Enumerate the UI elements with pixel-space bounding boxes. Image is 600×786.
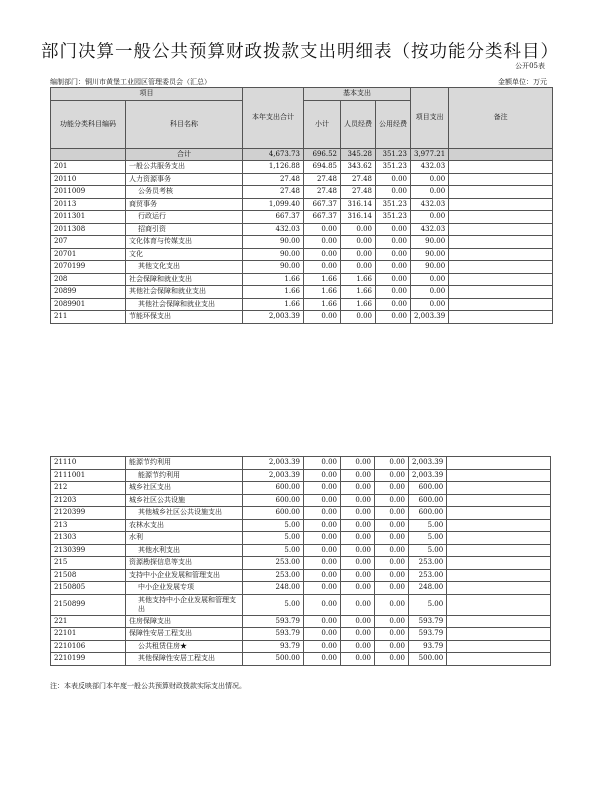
row-personnel: 0.00	[341, 223, 376, 236]
row-total: 27.48	[243, 186, 304, 199]
table-row	[51, 482, 551, 495]
header-code: 功能分类科目编码	[51, 100, 126, 148]
row-personnel: 0.00	[341, 261, 376, 274]
row-personnel: 0.00	[341, 482, 375, 495]
row-personnel: 0.00	[341, 640, 375, 653]
row-subtotal: 1.66	[304, 298, 341, 311]
row-name: 公共租赁住房★	[126, 640, 243, 653]
row-subtotal: 27.48	[304, 173, 341, 186]
row-total: 248.00	[243, 582, 304, 595]
table-row	[51, 211, 553, 224]
row-project: 90.00	[411, 236, 449, 249]
row-code: 20110	[51, 173, 126, 186]
row-personnel: 0.00	[341, 494, 375, 507]
row-code: 2111001	[51, 469, 126, 482]
row-total: 1,126.88	[243, 161, 304, 174]
header-remark: 备注	[449, 88, 553, 149]
row-remark	[447, 532, 551, 545]
header-public: 公用经费	[376, 100, 411, 148]
row-public: 0.00	[375, 519, 409, 532]
row-name: 能源节约利用	[126, 457, 243, 470]
row-subtotal: 0.00	[304, 615, 341, 628]
row-subtotal: 0.00	[304, 457, 341, 470]
row-remark	[447, 469, 551, 482]
row-name: 其他社会保障和就业支出	[126, 286, 243, 299]
expenditure-table-page1	[50, 87, 553, 324]
row-project: 0.00	[411, 286, 449, 299]
row-name: 城乡社区公共设施	[126, 494, 243, 507]
row-total: 600.00	[243, 507, 304, 520]
row-code: 201	[51, 161, 126, 174]
row-personnel: 0.00	[341, 519, 375, 532]
row-remark	[447, 640, 551, 653]
total-code-cell	[51, 148, 126, 161]
header-subtotal: 小计	[304, 100, 341, 148]
row-remark	[447, 519, 551, 532]
row-public: 0.00	[376, 173, 411, 186]
row-total: 90.00	[243, 236, 304, 249]
row-subtotal: 0.00	[304, 569, 341, 582]
table-row	[51, 286, 553, 299]
row-total: 90.00	[243, 248, 304, 261]
header-name: 科目名称	[126, 100, 243, 148]
row-subtotal: 0.00	[304, 469, 341, 482]
row-total: 5.00	[243, 532, 304, 545]
row-project: 5.00	[409, 519, 447, 532]
total-personnel: 345.28	[341, 148, 376, 161]
row-code: 221	[51, 615, 126, 628]
org-line	[50, 77, 550, 87]
row-public: 0.00	[375, 557, 409, 570]
row-personnel: 343.62	[341, 161, 376, 174]
row-subtotal: 694.85	[304, 161, 341, 174]
row-personnel: 1.66	[341, 286, 376, 299]
row-public: 0.00	[375, 615, 409, 628]
row-project: 600.00	[409, 494, 447, 507]
row-project: 248.00	[409, 582, 447, 595]
table-row	[51, 457, 551, 470]
row-remark	[449, 298, 553, 311]
row-name: 节能环保支出	[126, 311, 243, 324]
row-personnel: 27.48	[341, 186, 376, 199]
row-public: 0.00	[376, 223, 411, 236]
row-personnel: 0.00	[341, 653, 375, 666]
row-remark	[447, 615, 551, 628]
row-total: 1.66	[243, 286, 304, 299]
page-title: 部门决算一般公共预算财政拨款支出明细表（按功能分类科目）	[41, 42, 559, 62]
row-remark	[449, 223, 553, 236]
row-remark	[447, 569, 551, 582]
table-row	[51, 557, 551, 570]
row-remark	[447, 594, 551, 615]
row-project: 432.03	[411, 161, 449, 174]
total-label: 合计	[126, 148, 243, 161]
row-public: 0.00	[375, 594, 409, 615]
row-subtotal: 0.00	[304, 261, 341, 274]
row-subtotal: 667.37	[304, 198, 341, 211]
row-name: 社会保障和就业支出	[126, 273, 243, 286]
row-public: 0.00	[376, 261, 411, 274]
row-subtotal: 0.00	[304, 494, 341, 507]
row-personnel: 0.00	[341, 248, 376, 261]
row-personnel: 0.00	[341, 557, 375, 570]
table-row	[51, 640, 551, 653]
row-name: 其他保障性安居工程支出	[126, 653, 243, 666]
row-subtotal: 0.00	[304, 236, 341, 249]
row-remark	[447, 494, 551, 507]
row-name: 其他文化支出	[126, 261, 243, 274]
row-project: 0.00	[411, 211, 449, 224]
row-subtotal: 0.00	[304, 519, 341, 532]
row-project: 2,003.39	[409, 469, 447, 482]
row-project: 600.00	[409, 482, 447, 495]
row-code: 2011009	[51, 186, 126, 199]
row-personnel: 0.00	[341, 594, 375, 615]
header-project: 项目支出	[411, 88, 449, 149]
row-remark	[449, 273, 553, 286]
header-total: 本年支出合计	[243, 88, 304, 149]
row-public: 0.00	[375, 544, 409, 557]
table-row	[51, 569, 551, 582]
table-row	[51, 248, 553, 261]
table-row	[51, 298, 553, 311]
row-public: 0.00	[375, 494, 409, 507]
row-subtotal: 0.00	[304, 557, 341, 570]
row-name: 资源勘探信息等支出	[126, 557, 243, 570]
row-subtotal: 1.66	[304, 273, 341, 286]
row-code: 2089901	[51, 298, 126, 311]
row-subtotal: 0.00	[304, 532, 341, 545]
table-row	[51, 236, 553, 249]
row-project: 253.00	[409, 557, 447, 570]
row-personnel: 1.66	[341, 273, 376, 286]
row-subtotal: 0.00	[304, 640, 341, 653]
row-total: 600.00	[243, 482, 304, 495]
row-public: 351.23	[376, 198, 411, 211]
row-code: 2011301	[51, 211, 126, 224]
row-personnel: 316.14	[341, 198, 376, 211]
table-row	[51, 594, 551, 615]
row-personnel: 27.48	[341, 173, 376, 186]
row-code: 2070199	[51, 261, 126, 274]
row-code: 2210106	[51, 640, 126, 653]
row-subtotal: 0.00	[304, 594, 341, 615]
row-project: 0.00	[411, 298, 449, 311]
row-subtotal: 0.00	[304, 482, 341, 495]
row-personnel: 0.00	[341, 532, 375, 545]
row-total: 1.66	[243, 273, 304, 286]
row-project: 5.00	[409, 532, 447, 545]
row-subtotal: 0.00	[304, 223, 341, 236]
row-personnel: 0.00	[341, 236, 376, 249]
row-personnel: 316.14	[341, 211, 376, 224]
row-project: 0.00	[411, 186, 449, 199]
row-public: 0.00	[375, 640, 409, 653]
table-row	[51, 532, 551, 545]
total-amount: 4,673.73	[243, 148, 304, 161]
row-total: 593.79	[243, 628, 304, 641]
row-subtotal: 0.00	[304, 582, 341, 595]
row-total: 1,099.40	[243, 198, 304, 211]
row-subtotal: 0.00	[304, 544, 341, 557]
table-row	[51, 507, 551, 520]
row-personnel: 0.00	[341, 457, 375, 470]
row-remark	[449, 161, 553, 174]
header-item: 项目	[51, 88, 243, 101]
row-remark	[447, 507, 551, 520]
row-remark	[447, 457, 551, 470]
total-row	[51, 148, 553, 161]
row-remark	[449, 286, 553, 299]
row-name: 其他社会保障和就业支出	[126, 298, 243, 311]
table-row	[51, 186, 553, 199]
row-remark	[449, 248, 553, 261]
table-row	[51, 628, 551, 641]
row-public: 0.00	[376, 248, 411, 261]
row-name: 公务员考核	[126, 186, 243, 199]
row-project: 0.00	[411, 173, 449, 186]
row-public: 0.00	[375, 507, 409, 520]
row-public: 0.00	[375, 653, 409, 666]
row-name: 中小企业发展专项	[126, 582, 243, 595]
row-name: 支持中小企业发展和管理支出	[126, 569, 243, 582]
row-subtotal: 0.00	[304, 311, 341, 324]
row-subtotal: 0.00	[304, 248, 341, 261]
row-name: 文化体育与传媒支出	[126, 236, 243, 249]
row-project: 2,003.39	[409, 457, 447, 470]
table-row	[51, 582, 551, 595]
table-row	[51, 494, 551, 507]
row-personnel: 0.00	[341, 569, 375, 582]
row-public: 0.00	[376, 236, 411, 249]
row-remark	[449, 261, 553, 274]
row-name: 能源节约利用	[126, 469, 243, 482]
org-label: 编制部门：铜川市黄堡工业园区管理委员会（汇总）	[50, 78, 211, 86]
row-code: 21110	[51, 457, 126, 470]
row-project: 600.00	[409, 507, 447, 520]
row-code: 21508	[51, 569, 126, 582]
row-remark	[447, 582, 551, 595]
row-name: 行政运行	[126, 211, 243, 224]
row-remark	[447, 482, 551, 495]
row-total: 5.00	[243, 594, 304, 615]
row-total: 90.00	[243, 261, 304, 274]
row-name: 其他水利支出	[126, 544, 243, 557]
row-public: 0.00	[375, 482, 409, 495]
row-name: 招商引资	[126, 223, 243, 236]
row-project: 593.79	[409, 628, 447, 641]
table-row	[51, 161, 553, 174]
row-code: 212	[51, 482, 126, 495]
row-code: 215	[51, 557, 126, 570]
row-total: 93.79	[243, 640, 304, 653]
row-public: 0.00	[375, 582, 409, 595]
row-subtotal: 1.66	[304, 286, 341, 299]
row-code: 2210199	[51, 653, 126, 666]
table-row	[51, 469, 551, 482]
row-code: 2150899	[51, 594, 126, 615]
row-project: 90.00	[411, 261, 449, 274]
row-total: 1.66	[243, 298, 304, 311]
row-total: 5.00	[243, 519, 304, 532]
total-public: 351.23	[376, 148, 411, 161]
table-row	[51, 544, 551, 557]
row-public: 0.00	[376, 311, 411, 324]
row-public: 0.00	[375, 469, 409, 482]
row-code: 213	[51, 519, 126, 532]
row-personnel: 0.00	[341, 507, 375, 520]
table-row	[51, 653, 551, 666]
row-public: 0.00	[375, 628, 409, 641]
row-personnel: 0.00	[341, 628, 375, 641]
row-subtotal: 0.00	[304, 628, 341, 641]
row-public: 351.23	[376, 211, 411, 224]
row-personnel: 0.00	[341, 469, 375, 482]
unit-label: 金额单位：万元	[498, 78, 547, 86]
row-public: 0.00	[375, 569, 409, 582]
table-row	[51, 223, 553, 236]
row-project: 93.79	[409, 640, 447, 653]
row-remark	[449, 236, 553, 249]
row-total: 500.00	[243, 653, 304, 666]
row-code: 21303	[51, 532, 126, 545]
row-total: 600.00	[243, 494, 304, 507]
row-name: 人力资源事务	[126, 173, 243, 186]
row-personnel: 0.00	[341, 544, 375, 557]
table-row	[51, 615, 551, 628]
total-subtotal: 696.52	[304, 148, 341, 161]
total-remark	[449, 148, 553, 161]
row-name: 保障性安居工程支出	[126, 628, 243, 641]
row-public: 0.00	[376, 286, 411, 299]
row-personnel: 0.00	[341, 311, 376, 324]
row-project: 500.00	[409, 653, 447, 666]
row-total: 253.00	[243, 557, 304, 570]
row-remark	[447, 557, 551, 570]
row-remark	[449, 173, 553, 186]
row-total: 2,003.39	[243, 469, 304, 482]
row-project: 5.00	[409, 594, 447, 615]
row-personnel: 1.66	[341, 298, 376, 311]
row-subtotal: 0.00	[304, 653, 341, 666]
row-total: 593.79	[243, 615, 304, 628]
footnote: 注：本表反映部门本年度一般公共预算财政拨款实际支出情况。	[50, 682, 246, 690]
row-project: 90.00	[411, 248, 449, 261]
row-total: 2,003.39	[243, 311, 304, 324]
row-code: 207	[51, 236, 126, 249]
row-remark	[449, 198, 553, 211]
row-project: 5.00	[409, 544, 447, 557]
row-code: 2120399	[51, 507, 126, 520]
row-personnel: 0.00	[341, 615, 375, 628]
row-remark	[449, 311, 553, 324]
row-name: 城乡社区支出	[126, 482, 243, 495]
row-code: 2011308	[51, 223, 126, 236]
row-code: 20113	[51, 198, 126, 211]
row-remark	[449, 211, 553, 224]
table-row	[51, 311, 553, 324]
row-total: 27.48	[243, 173, 304, 186]
form-number: 公开05表	[515, 62, 545, 70]
row-total: 2,003.39	[243, 457, 304, 470]
table-row	[51, 273, 553, 286]
row-code: 21203	[51, 494, 126, 507]
row-code: 211	[51, 311, 126, 324]
row-code: 20899	[51, 286, 126, 299]
row-code: 2130399	[51, 544, 126, 557]
expenditure-table-page2	[50, 456, 551, 666]
row-name: 文化	[126, 248, 243, 261]
row-name: 商贸事务	[126, 198, 243, 211]
row-remark	[447, 653, 551, 666]
header-personnel: 人员经费	[341, 100, 376, 148]
row-project: 253.00	[409, 569, 447, 582]
row-total: 253.00	[243, 569, 304, 582]
row-project: 593.79	[409, 615, 447, 628]
row-subtotal: 667.37	[304, 211, 341, 224]
row-name: 其他支持中小企业发展和管理支出	[126, 594, 243, 615]
table-row	[51, 198, 553, 211]
row-total: 667.37	[243, 211, 304, 224]
row-personnel: 0.00	[341, 582, 375, 595]
table-row	[51, 519, 551, 532]
row-public: 0.00	[376, 273, 411, 286]
table-row	[51, 261, 553, 274]
row-name: 水利	[126, 532, 243, 545]
row-code: 208	[51, 273, 126, 286]
row-project: 2,003.39	[411, 311, 449, 324]
row-code: 22101	[51, 628, 126, 641]
row-name: 农林水支出	[126, 519, 243, 532]
row-code: 2150805	[51, 582, 126, 595]
row-name: 其他城乡社区公共设施支出	[126, 507, 243, 520]
row-project: 0.00	[411, 273, 449, 286]
row-public: 0.00	[376, 298, 411, 311]
row-total: 5.00	[243, 544, 304, 557]
row-public: 0.00	[376, 186, 411, 199]
row-project: 432.03	[411, 223, 449, 236]
row-total: 432.03	[243, 223, 304, 236]
row-subtotal: 0.00	[304, 507, 341, 520]
row-remark	[447, 628, 551, 641]
table-row	[51, 173, 553, 186]
header-basic: 基本支出	[304, 88, 411, 101]
row-name: 住房保障支出	[126, 615, 243, 628]
row-project: 432.03	[411, 198, 449, 211]
row-public: 0.00	[375, 532, 409, 545]
row-public: 351.23	[376, 161, 411, 174]
row-remark	[447, 544, 551, 557]
row-code: 20701	[51, 248, 126, 261]
row-name: 一般公共服务支出	[126, 161, 243, 174]
total-project: 3,977.21	[411, 148, 449, 161]
row-remark	[449, 186, 553, 199]
row-subtotal: 27.48	[304, 186, 341, 199]
row-public: 0.00	[375, 457, 409, 470]
